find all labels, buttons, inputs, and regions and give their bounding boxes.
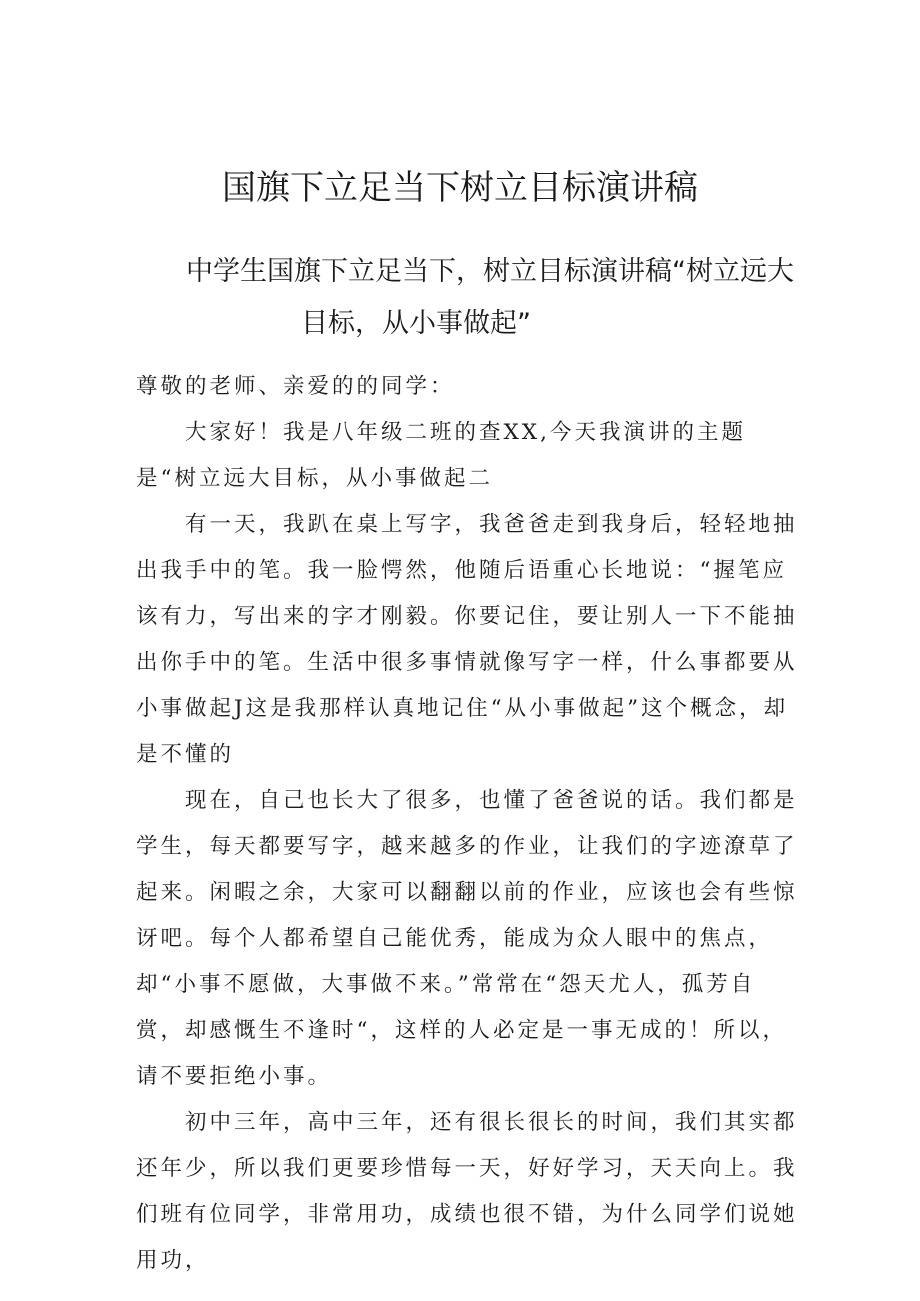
document-subtitle: [136, 246, 796, 350]
paragraph-school-years: 初中三年，高中三年，还有很长很长的时间，我们其实都还年少，所以我们更要珍惜每一天，好好学习，天天向上。我们班有位同学，非常用功，成绩也很不错，为什么同学们说她用功，: [136, 1110, 798, 1273]
paragraph-now: 现在，自己也长大了很多，也懂了爸爸说的话。我们都是学生，每天都要写字，越来越多的作业，让我们的字迹潦草了起来。闲暇之余，大家可以翻翻以前的作业，应该也会有些惊讶吧。每个人都希望自己能优秀，能成为众人眼中的焦点，却“小事不愿做，大事做不来。”常常在“怨天尤人，孤芳自赏，却感慨生不逢时“，这样的人必定是一事无成的！所以，请不要拒绝小事。: [136, 788, 798, 1089]
subtitle-line-2: 目标，从小事做起”: [301, 308, 531, 339]
document-title: 国旗下立足当下树立目标演讲稿: [222, 168, 698, 208]
paragraph-greeting: 大家好！我是八年级二班的查XX,今天我演讲的主题是“树立远大目标，从小事做起二: [136, 420, 746, 491]
subtitle-line-1: 中学生国旗下立足当下，树立目标演讲稿“树立远大: [186, 256, 794, 287]
paragraph-father-story: 有一天，我趴在桌上写字，我爸爸走到我身后，轻轻地抽出我手中的笔。我一脸愕然，他随后语重心长地说：“握笔应该有力，写出来的字才刚毅。你要记住，要让别人一下不能抽出你手中的笔。生活中很多事情就像写字一样，什么事都要从小事做起J这是我那样认真地记住“从小事做起”这个概念，却是不懂的: [136, 512, 798, 767]
document-body: [136, 364, 800, 1284]
salutation: 尊敬的老师、亲爱的的同学：: [136, 374, 455, 399]
